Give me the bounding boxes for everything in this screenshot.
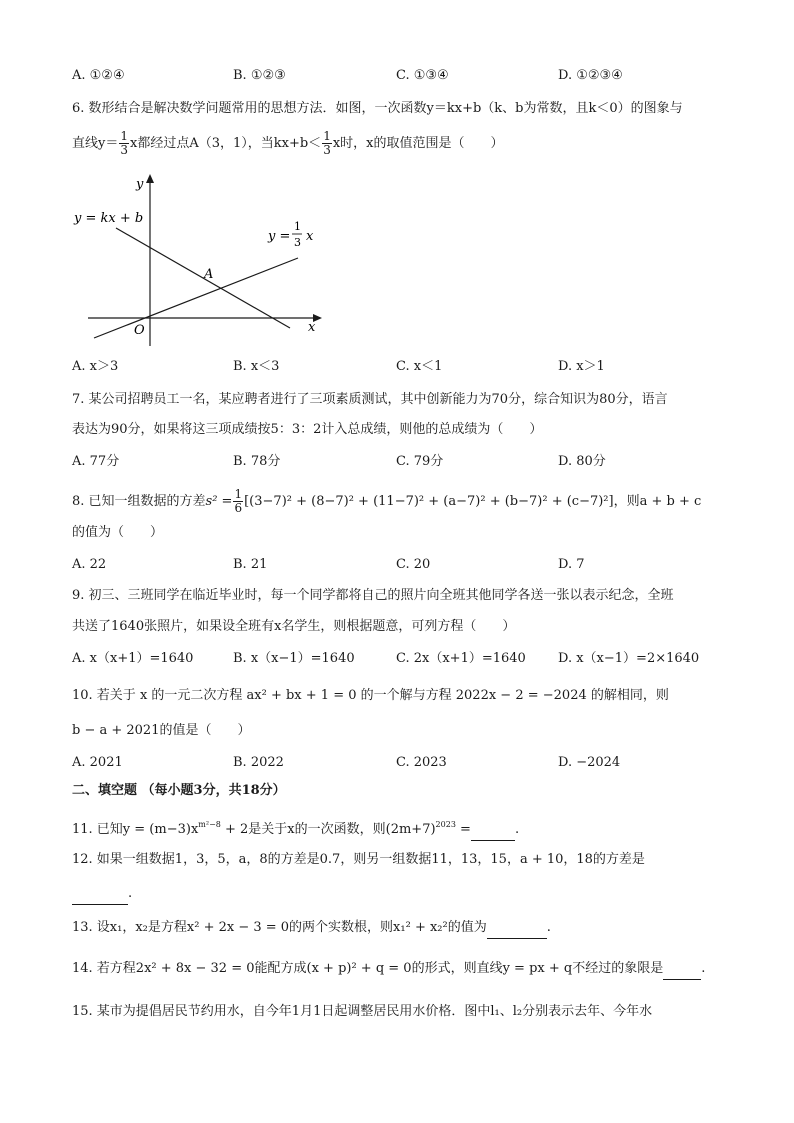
q10-option-c: C. 2023	[396, 755, 447, 770]
q5-option-b: B. ①②③	[233, 68, 286, 83]
origin-label: O	[134, 323, 145, 338]
q13-answer-blank[interactable]	[487, 918, 547, 939]
q9-stem-line1: 9. 初三、三班同学在临近毕业时，每一个同学都将自己的照片向全班其他同学各送一张以表示纪念，全班	[72, 588, 674, 603]
q5-option-a: A. ①②④	[72, 68, 125, 83]
q6-option-d: D. x＞1	[558, 359, 605, 374]
q12-stem-line1: 12. 如果一组数据1，3，5，a，8的方差是0.7，则另一组数据11，13，15，a + 10，18的方差是	[72, 852, 645, 867]
q5-option-d: D. ①②③④	[558, 68, 623, 83]
q7-stem-line2: 表达为90分，如果将这三项成绩按5：3：2计入总成绩，则他的总成绩为（ ）	[72, 422, 543, 437]
q13-stem: 13. 设x₁，x₂是方程x² + 2x − 3 = 0的两个实数根，则x₁² + x₂²的值为 .	[72, 918, 551, 939]
q8-line1-a: 8. 已知一组数据的方差	[72, 494, 206, 509]
line-one-third-label-b: x	[306, 229, 314, 244]
q10-option-d: D. −2024	[558, 755, 621, 770]
q11-exponent-1: m²−8	[198, 820, 221, 829]
q14-answer-blank[interactable]	[663, 959, 701, 980]
q10-option-b: B. 2022	[233, 755, 284, 770]
q6-stem-line1: 6. 数形结合是解决数学问题常用的思想方法．如图，一次函数y＝kx+b（k、b为常数，且k＜0）的图象与	[72, 101, 683, 116]
q7-option-a: A. 77分	[72, 454, 120, 469]
q8-line1-b: s² =	[205, 494, 233, 509]
q7-option-b: B. 78分	[233, 454, 281, 469]
q9-option-b: B. x（x−1）=1640	[233, 651, 355, 666]
q8-option-c: C. 20	[396, 557, 431, 572]
q8-line1-c: [(3−7)² + (8−7)² + (11−7)² + (a−7)² + (b−7)² + (c−7)²]，则a + b + c	[244, 494, 702, 509]
q11-answer-blank[interactable]	[471, 820, 515, 841]
q8-option-d: D. 7	[558, 557, 585, 572]
q10-stem-line1: 10. 若关于 x 的一元二次方程 ax² + bx + 1 = 0 的一个解与方程 2022x − 2 = −2024 的解相同，则	[72, 688, 669, 703]
q6-line2-b: x都经过点A（3，1），当kx+b＜	[130, 136, 322, 151]
line-kx-plus-b-label: y = kx + b	[74, 211, 144, 226]
line-one-third-label-a: y =	[268, 229, 291, 244]
y-axis-label: y	[136, 177, 144, 192]
q5-option-c: C. ①③④	[396, 68, 449, 83]
q6-fraction-1: $\frac{1}{3}$	[120, 129, 128, 157]
q6-option-a: A. x＞3	[72, 359, 119, 374]
q8-stem-line1	[72, 488, 701, 515]
line-one-third-num: 1	[294, 220, 301, 233]
q14-stem: 14. 若方程2x² + 8x − 32 = 0能配方成(x + p)² + q = 0的形式，则直线y = px + q不经过的象限是 .	[72, 959, 705, 980]
q7-option-c: C. 79分	[396, 454, 444, 469]
line-one-third-x	[94, 258, 298, 338]
q8-fraction: $\frac{1}{6}$	[234, 487, 243, 515]
q9-option-a: A. x（x+1）=1640	[72, 651, 194, 666]
q7-option-d: D. 80分	[558, 454, 606, 469]
q6-function-graph	[68, 168, 328, 350]
x-axis-label: x	[308, 320, 316, 335]
q10-stem-line2: b − a + 2021的值是（ ）	[72, 723, 251, 738]
q8-option-b: B. 21	[233, 557, 268, 572]
q12-stem-line2: .	[72, 884, 132, 905]
line-one-third-den: 3	[294, 236, 301, 249]
q8-stem-line2: 的值为（ ）	[72, 525, 164, 540]
q9-option-c: C. 2x（x+1）=1640	[396, 651, 526, 666]
section-heading-fill-in: 二、填空题 （每小题3分，共18分）	[72, 783, 286, 798]
q12-answer-blank[interactable]	[72, 884, 128, 905]
q6-line2-c: x时，x的取值范围是（ ）	[332, 136, 504, 151]
q8-option-a: A. 22	[72, 557, 107, 572]
q9-option-d: D. x（x−1）=2×1640	[558, 651, 700, 666]
q6-option-c: C. x＜1	[396, 359, 443, 374]
q11-stem: 11. 已知$y = (m-3)x^{m^2-8} + 2$是关于x的一次函数，则$(2m+7)^{2023}$ = .	[72, 815, 519, 841]
q6-option-b: B. x＜3	[233, 359, 280, 374]
q10-option-a: A. 2021	[72, 755, 123, 770]
q7-stem-line1: 7. 某公司招聘员工一名，某应聘者进行了三项素质测试，其中创新能力为70分，综合知识为80分，语言	[72, 392, 668, 407]
line-kx-plus-b	[116, 228, 290, 328]
q9-stem-line2: 共送了1640张照片，如果设全班有x名学生，则根据题意，可列方程（ ）	[72, 619, 516, 634]
y-axis-arrow	[146, 174, 154, 183]
point-a-label: A	[204, 267, 214, 282]
q15-stem-line1: 15. 某市为提倡居民节约用水，自今年1月1日起调整居民用水价格．图中l₁、l₂分别表示去年、今年水	[72, 1004, 653, 1019]
q6-line2-a: 直线y＝	[72, 136, 119, 151]
q6-fraction-2: $\frac{1}{3}$	[323, 129, 331, 157]
q11-exponent-2: 2023	[435, 820, 456, 829]
q6-stem-line2	[72, 130, 504, 157]
